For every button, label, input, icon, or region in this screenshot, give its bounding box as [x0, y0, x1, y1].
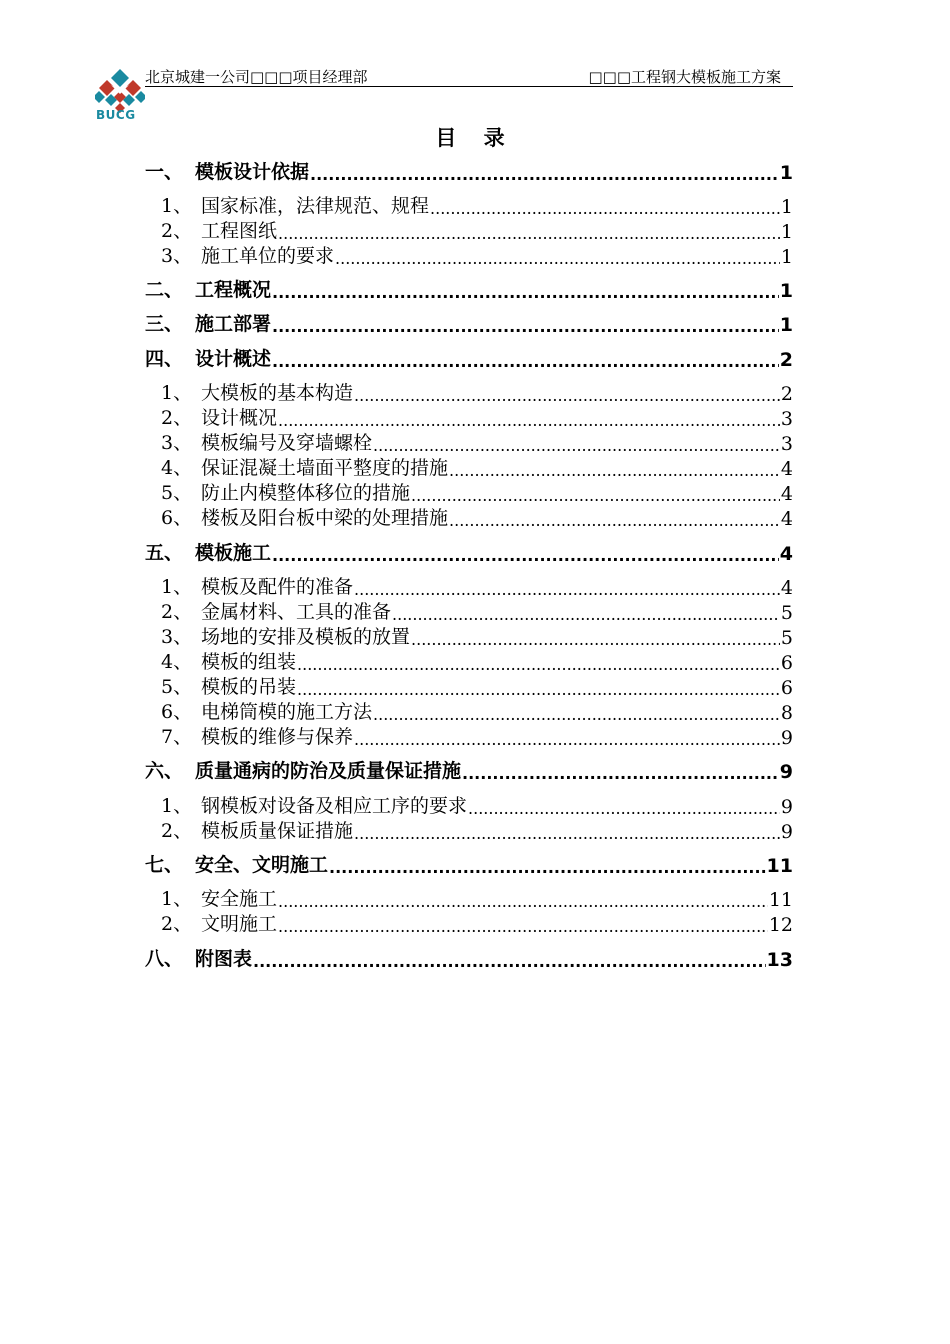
- toc-entry-title: 设计概述: [195, 348, 272, 370]
- toc-entry-page: 1: [779, 162, 793, 184]
- toc-leader-dots: [411, 486, 780, 505]
- toc-leader-dots: [430, 199, 780, 218]
- toc-leader-dots: [468, 799, 780, 818]
- toc-title: 目 录: [435, 126, 515, 150]
- toc-leader-dots: [411, 630, 780, 649]
- toc-entry-page: 5: [780, 627, 793, 649]
- toc-leader-dots: [329, 858, 766, 877]
- toc-entry[interactable]: [145, 479, 793, 505]
- toc-entry-number: 三、: [145, 313, 184, 335]
- header-rule: [145, 86, 793, 87]
- toc-leader-dots: [278, 892, 768, 911]
- toc-entry-number: 2、: [161, 820, 193, 842]
- toc-entry-number: 一、: [145, 161, 184, 183]
- toc-leader-dots: [272, 317, 779, 336]
- toc-entry-title: 模板设计依据: [195, 161, 310, 183]
- toc-leader-dots: [297, 655, 780, 674]
- toc-entry-page: 9: [780, 796, 793, 818]
- toc-entry-number: 2、: [161, 407, 193, 429]
- toc-entry[interactable]: [145, 723, 793, 749]
- toc-entry-title: 工程图纸: [201, 220, 278, 242]
- toc-entry-title: 模板质量保证措施: [201, 820, 354, 842]
- toc-leader-dots: [310, 165, 779, 184]
- toc-leader-dots: [354, 580, 780, 599]
- toc-leader-dots: [253, 952, 766, 971]
- toc-entry-title: 文明施工: [201, 913, 278, 935]
- toc-entry-page: 6: [780, 652, 793, 674]
- toc-entry-title: 国家标准，法律规范、规程: [201, 195, 430, 217]
- toc-entry[interactable]: [145, 945, 793, 971]
- toc-entry-number: 2、: [161, 220, 193, 242]
- toc-entry-number: 3、: [161, 626, 193, 648]
- toc-entry-page: 9: [780, 821, 793, 843]
- toc-entry[interactable]: [145, 851, 793, 877]
- toc-entry-number: 3、: [161, 432, 193, 454]
- toc-entry[interactable]: [145, 673, 793, 699]
- toc-entry-page: 4: [780, 508, 793, 530]
- toc-entry-page: 1: [780, 196, 793, 218]
- toc-entry-number: 2、: [161, 913, 193, 935]
- toc-entry[interactable]: [145, 910, 793, 936]
- toc-entry-title: 电梯筒模的施工方法: [201, 701, 373, 723]
- toc-entry-page: 1: [780, 246, 793, 268]
- toc-entry-number: 六、: [145, 760, 184, 782]
- toc-entry[interactable]: [145, 573, 793, 599]
- toc-entry-number: 2、: [161, 601, 193, 623]
- toc-entry-title: 模板编号及穿墙螺栓: [201, 432, 373, 454]
- toc-entry-title: 楼板及阳台板中梁的处理措施: [201, 507, 449, 529]
- logo-text: BUCG: [96, 108, 136, 122]
- toc-entry-number: 1、: [161, 576, 193, 598]
- toc-entry[interactable]: [145, 158, 793, 184]
- toc-leader-dots: [354, 386, 780, 405]
- toc-entry-page: 3: [780, 408, 793, 430]
- toc-entry-title: 保证混凝土墙面平整度的措施: [201, 457, 449, 479]
- toc-leader-dots: [354, 824, 780, 843]
- toc-entry-number: 5、: [161, 676, 193, 698]
- toc-entry[interactable]: [145, 698, 793, 724]
- toc-entry-number: 4、: [161, 457, 193, 479]
- toc-leader-dots: [335, 249, 780, 268]
- toc-leader-dots: [272, 283, 779, 302]
- toc-entry-page: 1: [780, 221, 793, 243]
- toc-entry[interactable]: [145, 310, 793, 336]
- toc-entry-number: 4、: [161, 651, 193, 673]
- toc-leader-dots: [272, 546, 779, 565]
- toc-entry-number: 1、: [161, 195, 193, 217]
- toc-entry[interactable]: [145, 379, 793, 405]
- toc-entry[interactable]: [145, 817, 793, 843]
- toc-entry[interactable]: [145, 598, 793, 624]
- toc-entry[interactable]: [145, 757, 793, 783]
- toc-leader-dots: [272, 352, 779, 371]
- toc-leader-dots: [392, 605, 780, 624]
- toc-entry-number: 1、: [161, 795, 193, 817]
- toc-entry-number: 1、: [161, 888, 193, 910]
- toc-entry[interactable]: [145, 539, 793, 565]
- toc-entry-page: 2: [779, 349, 793, 371]
- toc-entry[interactable]: [145, 792, 793, 818]
- toc-entry-title: 模板的组装: [201, 651, 297, 673]
- toc-entry-number: 6、: [161, 507, 193, 529]
- toc-entry[interactable]: [145, 192, 793, 218]
- toc-entry-page: 12: [768, 914, 793, 936]
- toc-entry-number: 五、: [145, 542, 184, 564]
- toc-entry-title: 模板施工: [195, 542, 272, 564]
- toc-entry[interactable]: [145, 504, 793, 530]
- toc-leader-dots: [354, 730, 780, 749]
- toc-entry-title: 模板及配件的准备: [201, 576, 354, 598]
- toc-leader-dots: [449, 461, 780, 480]
- toc-entry-title: 工程概况: [195, 279, 272, 301]
- toc-entry-page: 13: [766, 949, 793, 971]
- toc-entry-number: 八、: [145, 948, 184, 970]
- toc-entry[interactable]: [145, 454, 793, 480]
- toc-leader-dots: [278, 224, 780, 243]
- toc-entry-title: 大模板的基本构造: [201, 382, 354, 404]
- toc-entry-page: 11: [768, 889, 793, 911]
- toc-entry-page: 4: [780, 577, 793, 599]
- toc-entry-title: 质量通病的防治及质量保证措施: [195, 760, 462, 782]
- toc-entry-title: 施工部署: [195, 313, 272, 335]
- toc-entry-page: 2: [780, 383, 793, 405]
- toc-entry-title: 金属材料、工具的准备: [201, 601, 392, 623]
- toc-entry-page: 1: [779, 280, 793, 302]
- toc-entry-number: 5、: [161, 482, 193, 504]
- toc-entry-number: 7、: [161, 726, 193, 748]
- toc-entry[interactable]: [145, 404, 793, 430]
- toc-leader-dots: [373, 705, 780, 724]
- toc-entry-title: 施工单位的要求: [201, 245, 335, 267]
- toc-entry-title: 附图表: [195, 948, 253, 970]
- header-left-text: 北京城建一公司□□□项目经理部: [145, 68, 368, 86]
- toc-entry-page: 5: [780, 602, 793, 624]
- toc-entry[interactable]: [145, 276, 793, 302]
- toc-entry-number: 四、: [145, 348, 184, 370]
- toc-entry[interactable]: [145, 429, 793, 455]
- toc-entry-page: 11: [766, 855, 793, 877]
- toc-entry-number: 6、: [161, 701, 193, 723]
- toc-entry-number: 二、: [145, 279, 184, 301]
- toc-entry[interactable]: [145, 242, 793, 268]
- toc-entry-title: 场地的安排及模板的放置: [201, 626, 411, 648]
- toc-entry[interactable]: [145, 648, 793, 674]
- toc-entry-page: 4: [779, 543, 793, 565]
- toc-entry-title: 防止内模整体移位的措施: [201, 482, 411, 504]
- toc-entry-page: 3: [780, 433, 793, 455]
- toc-entry-page: 1: [779, 314, 793, 336]
- toc-entry-number: 3、: [161, 245, 193, 267]
- toc-entry-page: 9: [780, 727, 793, 749]
- toc-entry[interactable]: [145, 885, 793, 911]
- toc-entry-number: 1、: [161, 382, 193, 404]
- toc-entry-title: 模板的维修与保养: [201, 726, 354, 748]
- toc-entry-page: 6: [780, 677, 793, 699]
- toc-entry-number: 七、: [145, 854, 184, 876]
- toc-entry-title: 模板的吊装: [201, 676, 297, 698]
- toc-entry-page: 4: [780, 458, 793, 480]
- page-header: [95, 58, 795, 122]
- toc-entry-title: 安全施工: [201, 888, 278, 910]
- header-right-text: □□□工程钢大模板施工方案: [588, 68, 781, 86]
- toc-entry-page: 4: [780, 483, 793, 505]
- toc-entry[interactable]: [145, 345, 793, 371]
- toc-leader-dots: [449, 511, 780, 530]
- toc-entry[interactable]: [145, 217, 793, 243]
- toc-entry-page: 8: [780, 702, 793, 724]
- toc-leader-dots: [278, 917, 768, 936]
- toc-entry-page: 9: [779, 761, 793, 783]
- toc-entry-title: 设计概况: [201, 407, 278, 429]
- toc-entry-title: 钢模板对设备及相应工序的要求: [201, 795, 468, 817]
- toc-entry-title: 安全、文明施工: [195, 854, 329, 876]
- toc-leader-dots: [462, 764, 779, 783]
- toc-entry[interactable]: [145, 623, 793, 649]
